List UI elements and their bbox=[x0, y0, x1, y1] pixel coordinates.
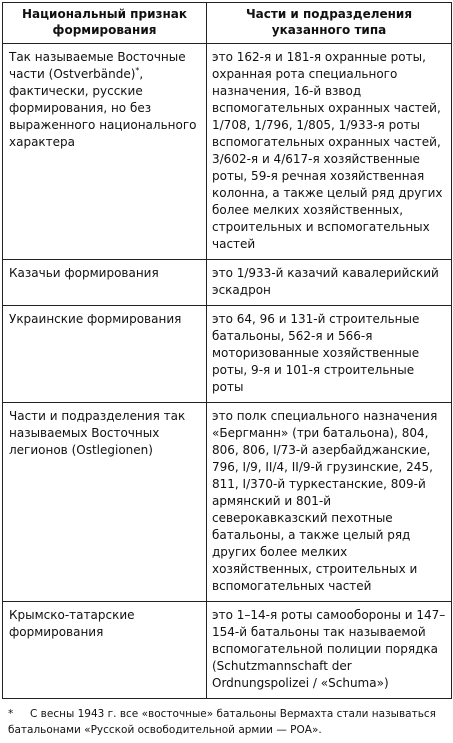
table-row bbox=[3, 306, 452, 403]
cell-feature: Крымско-татарские формирования bbox=[3, 602, 207, 699]
footnote-text: С весны 1943 г. все «восточные» батальоны Вермахта стали называться батальонами «Русской освободительной армии — РОА». bbox=[8, 708, 436, 736]
table-row bbox=[3, 602, 452, 699]
table-row bbox=[3, 403, 452, 602]
cell-units: это полк специального назначения «Бергманн» (три батальона), 804, 806, 806, I/73-й азербайджанские, 796, I/9, II/4, II/9-й грузинские, 245, 811, I/370-й туркестанские, 809-й армянский и 801-й северокавказский пехотные батальоны, а также целый ряд других более мелких хозяйственных, строительных и вспомогательных частей bbox=[207, 403, 452, 602]
document-page bbox=[2, 2, 451, 738]
units-table bbox=[2, 2, 452, 699]
table-header-row bbox=[3, 3, 452, 44]
feature-text-tail: , фактически, русские формирования, но без выраженного национального характера bbox=[9, 67, 197, 149]
header-units: Части и подразделения указанного типа bbox=[207, 3, 452, 44]
cell-units: это 1–14-я роты самообороны и 147–154-й батальоны так называемой вспомогательной полиции порядка (Schutzmannschaft der Ordnungspolizei / «Schuma») bbox=[207, 602, 452, 699]
table-row bbox=[3, 44, 452, 260]
cell-feature bbox=[3, 44, 207, 260]
cell-units: это 1/933-й казачий кавалерийский эскадрон bbox=[207, 260, 452, 306]
cell-feature: Казачьи формирования bbox=[3, 260, 207, 306]
header-national-feature: Национальный признак формирования bbox=[3, 3, 207, 44]
feature-text: Так называемые Восточные части (Ostverbände) bbox=[9, 50, 186, 81]
footnote-mark: * bbox=[8, 708, 14, 720]
cell-units: это 64, 96 и 131-й строительные батальоны, 562-я и 566-я моторизованные хозяйственные роты, 9-я и 101-я строительные роты bbox=[207, 306, 452, 403]
cell-units: это 162-я и 181-я охранные роты, охранная рота специального назначения, 16-й взвод вспомогательных охранных частей, 1/708, 1/796, 1/805, 1/933-я роты вспомогательных охранных частей, 3/602-я и 4/617-я хозяйственные роты, 59-я речная хозяйственная колонна, а также целый ряд других более мелких хозяйственных, строительных и вспомогательных частей bbox=[207, 44, 452, 260]
table-row bbox=[3, 260, 452, 306]
cell-feature: Части и подразделения так называемых Восточных легионов (Ostlegionen) bbox=[3, 403, 207, 602]
footnote-ref: * bbox=[135, 66, 140, 75]
cell-feature: Украинские формирования bbox=[3, 306, 207, 403]
footnote bbox=[2, 699, 451, 738]
